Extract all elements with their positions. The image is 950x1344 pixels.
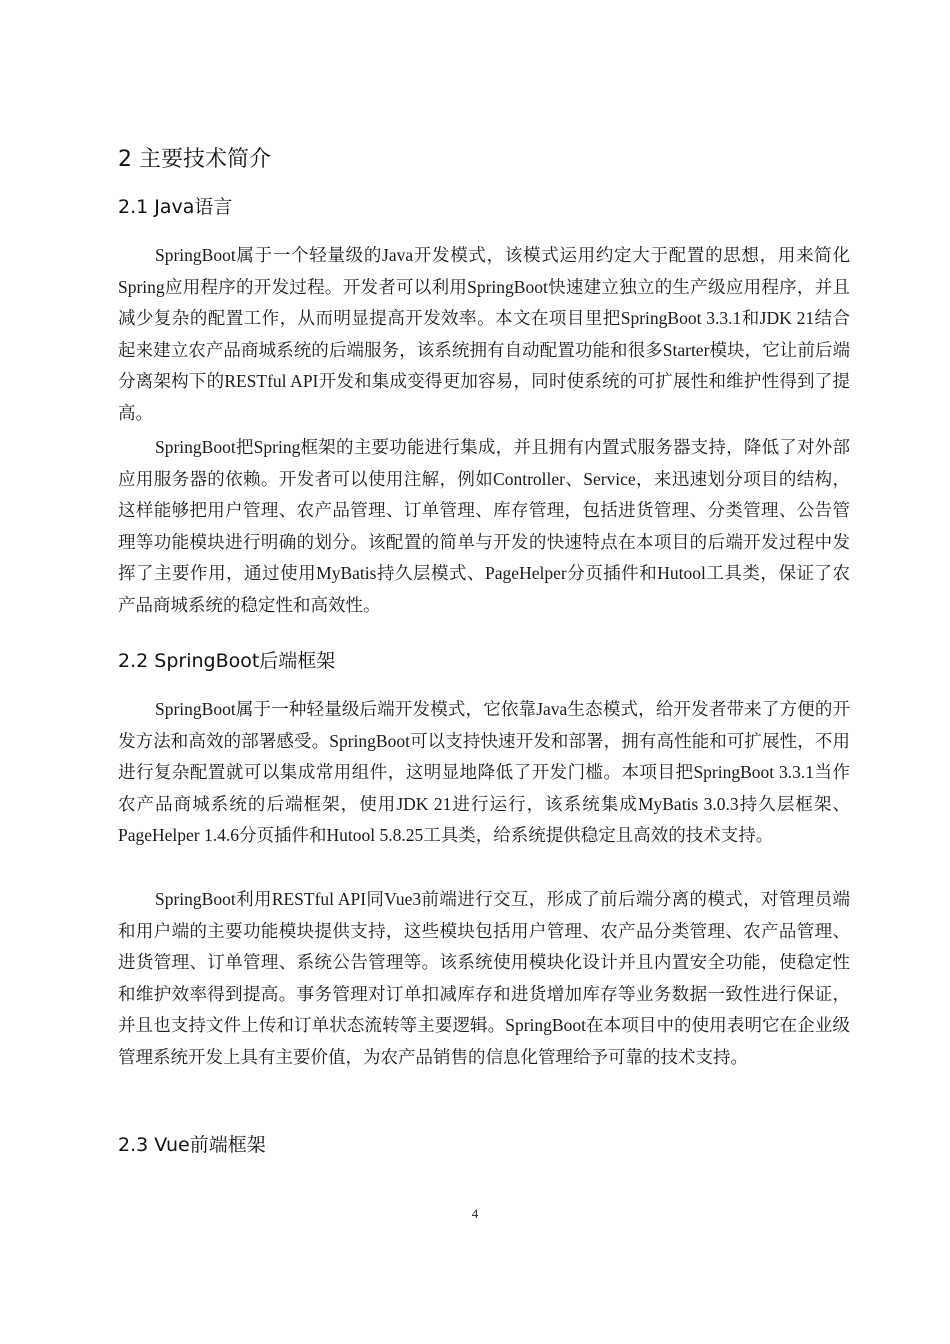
chapter-title: 2 主要技术简介 [118,147,271,172]
paragraph: SpringBoot属于一种轻量级后端开发模式，它依靠Java生态模式，给开发者带来了方便的开发方法和高效的部署感受。SpringBoot可以支持快速开发和部署，拥有高性能和可扩展性，不用进行复杂配置就可以集成常用组件，这明显地降低了开发门槛。本项目把SpringBoot 3.3.1当作农产品商城系统的后端框架，使用JDK 21进行运行，该系统集成MyBatis 3.0.3持久层框架、PageHelper 1.4.6分页插件和Hutool 5.8.25工具类，给系统提供稳定且高效的技术支持。 [118,699,850,846]
section-heading-2-3: 2.3 Vue前端框架 [118,1134,266,1156]
section-heading-2-1: 2.1 Java语言 [118,196,233,218]
section-heading-2-2: 2.2 SpringBoot后端框架 [118,650,336,672]
paragraph: SpringBoot属于一个轻量级的Java开发模式，该模式运用约定大于配置的思想，用来简化Spring应用程序的开发过程。开发者可以利用SpringBoot快速建立独立的生产级应用程序，并且减少复杂的配置工作，从而明显提高开发效率。本文在项目里把SpringBoot 3.3.1和JDK 21结合起来建立农产品商城系统的后端服务，该系统拥有自动配置功能和很多Starter模块，它让前后端分离架构下的RESTful API开发和集成变得更加容易，同时使系统的可扩展性和维护性得到了提高。 [118,245,850,423]
paragraph: SpringBoot把Spring框架的主要功能进行集成，并且拥有内置式服务器支持，降低了对外部应用服务器的依赖。开发者可以使用注解，例如Controller、Service，来迅速划分项目的结构，这样能够把用户管理、农产品管理、订单管理、库存管理，包括进货管理、分类管理、公告管理等功能模块进行明确的划分。该配置的简单与开发的快速特点在本项目的后端开发过程中发挥了主要作用，通过使用MyBatis持久层模式、PageHelper分页插件和Hutool工具类，保证了农产品商城系统的稳定性和高效性。 [118,437,850,615]
paragraph: SpringBoot利用RESTful API同Vue3前端进行交互，形成了前后端分离的模式，对管理员端和用户端的主要功能模块提供支持，这些模块包括用户管理、农产品分类管理、农产品管理、进货管理、订单管理、系统公告管理等。该系统使用模块化设计并且内置安全功能，使稳定性和维护效率得到提高。事务管理对订单扣减库存和进货增加库存等业务数据一致性进行保证，并且也支持文件上传和订单状态流转等主要逻辑。SpringBoot在本项目中的使用表明它在企业级管理系统开发上具有主要价值，为农产品销售的信息化管理给予可靠的技术支持。 [118,889,850,1067]
page-number: 4 [471,1206,479,1221]
